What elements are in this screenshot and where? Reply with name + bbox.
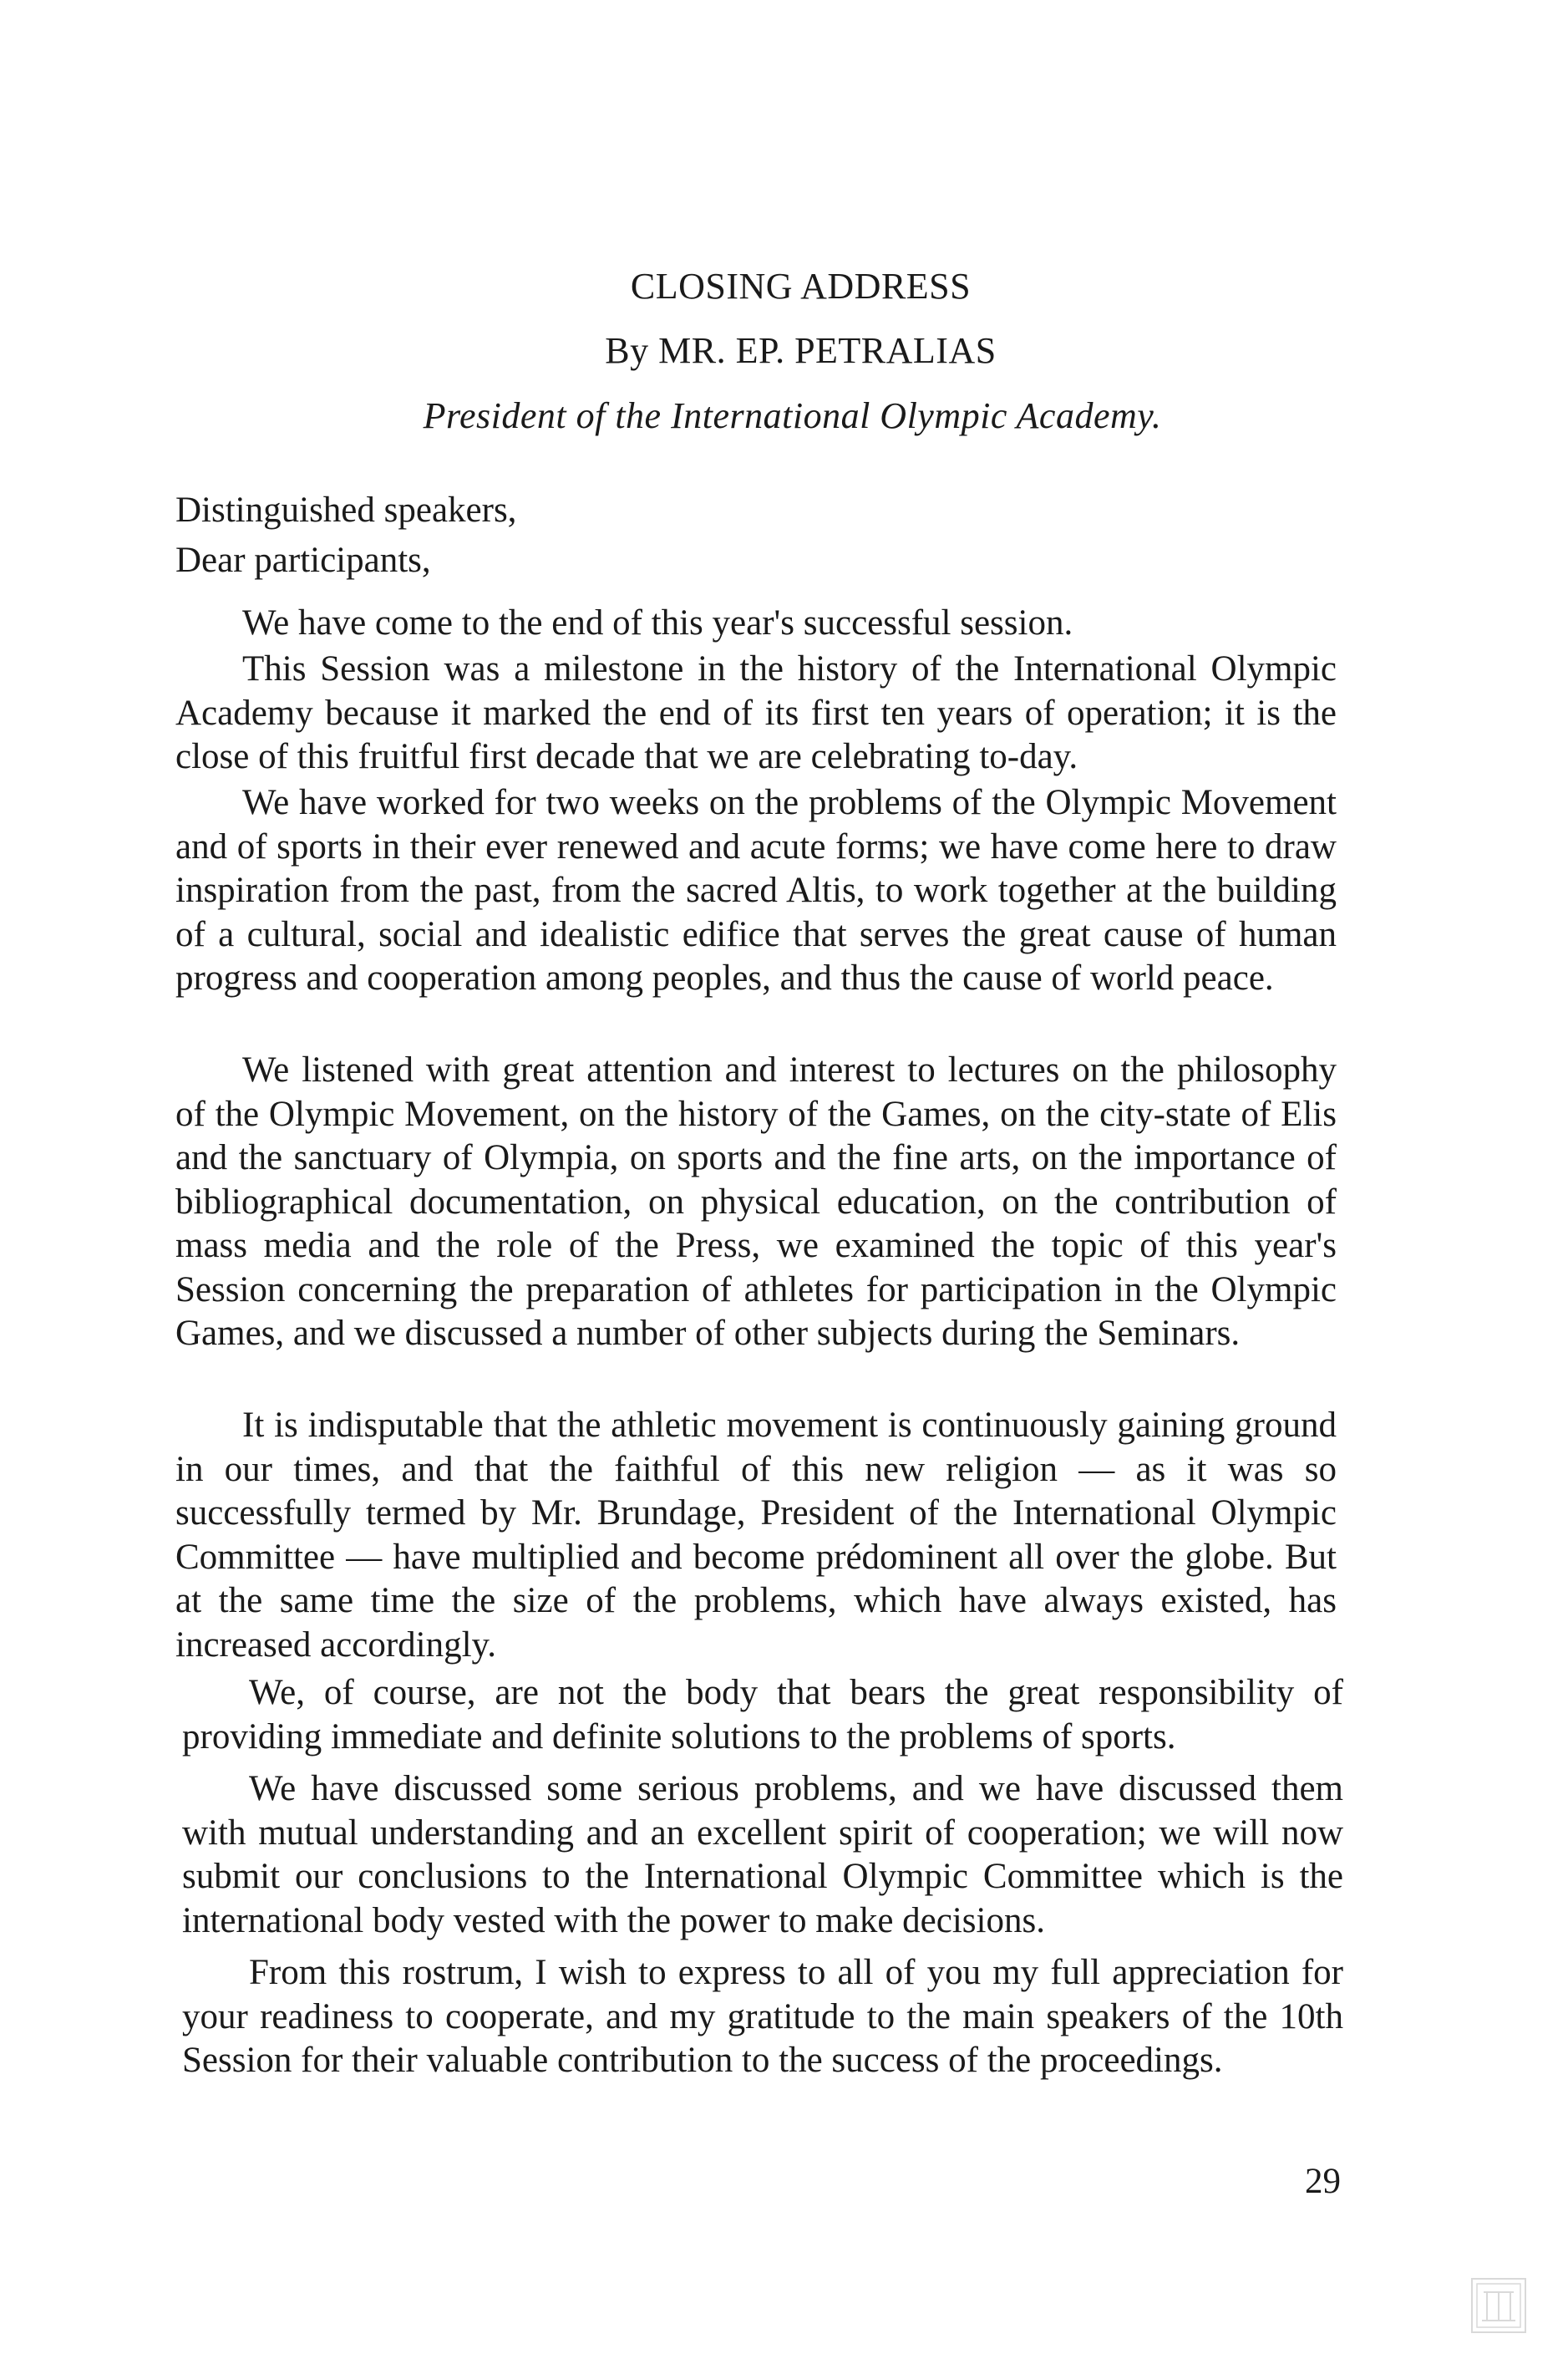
- body-paragraph: [175, 1404, 1337, 1667]
- salutation-line: Distinguished speakers,: [175, 491, 517, 530]
- paragraph-text: We, of course, are not the body that bears the great responsibility of providing immediate and definite solutions to the problems of sports.: [182, 1673, 1343, 1757]
- body-paragraph: [175, 648, 1337, 780]
- paragraph-text: It is indisputable that the athletic movement is continuously gaining ground in our times, and that the faithful of this new religion — as it was so successfully termed by Mr. Brundage, President of the International Olympic Committee — have multiplied and become prédominent all over the globe. But at the same time the size of the problems, which have always existed, has increased accordingly.: [175, 1406, 1337, 1665]
- body-paragraph: [182, 1951, 1343, 2083]
- body-paragraph: [175, 602, 1337, 646]
- body-paragraph: [175, 781, 1337, 1001]
- paragraph-text: We have come to the end of this year's successful session.: [242, 603, 1073, 643]
- library-stamp-icon: [1470, 2277, 1527, 2334]
- paragraph-text: This Session was a milestone in the history of the International Olympic Academy because it marked the end of its first ten years of operation; it is the close of this fruitful first decade that we are celebrating to-day.: [175, 649, 1337, 776]
- address-byline: By MR. EP. PETRALIAS: [605, 330, 997, 371]
- paragraph-text: We have discussed some serious problems, and we have discussed them with mutual understanding and an excellent spirit of cooperation; we will now submit our conclusions to the International Olympic Committee which is the international body vested with the power to make decisions.: [182, 1769, 1343, 1940]
- page-number: 29: [1305, 2162, 1341, 2201]
- speaker-role: President of the International Olympic Academy.: [423, 395, 1162, 436]
- body-paragraph: [182, 1671, 1343, 1759]
- paragraph-text: We listened with great attention and interest to lectures on the philosophy of the Olympic Movement, on the history of the Games, on the city-state of Elis and the sanctuary of Olympia, on sports and the fine arts, on the importance of bibliographical documentation, on physical education, on the contribution of mass media and the role of the Press, we examined the topic of this year's Session concerning the preparation of athletes for participation in the Olympic Games, and we discussed a number of other subjects during the Seminars.: [175, 1050, 1337, 1353]
- body-paragraph: [182, 1767, 1343, 1943]
- body-paragraph: [175, 1049, 1337, 1356]
- salutation-line: Dear participants,: [175, 541, 431, 580]
- paragraph-text: We have worked for two weeks on the problems of the Olympic Movement and of sports in their ever renewed and acute forms; we have come here to draw inspiration from the past, from the sacred Altis, to work together at the building of a cultural, social and idealistic edifice that serves the great cause of human progress and cooperation among peoples, and thus the cause of world peace.: [175, 783, 1337, 998]
- paragraph-text: From this rostrum, I wish to express to all of you my full appreciation for your readiness to cooperate, and my gratitude to the main speakers of the 10th Session for their valuable contribution to the success of the proceedings.: [182, 1953, 1343, 2080]
- address-title: CLOSING ADDRESS: [630, 266, 972, 307]
